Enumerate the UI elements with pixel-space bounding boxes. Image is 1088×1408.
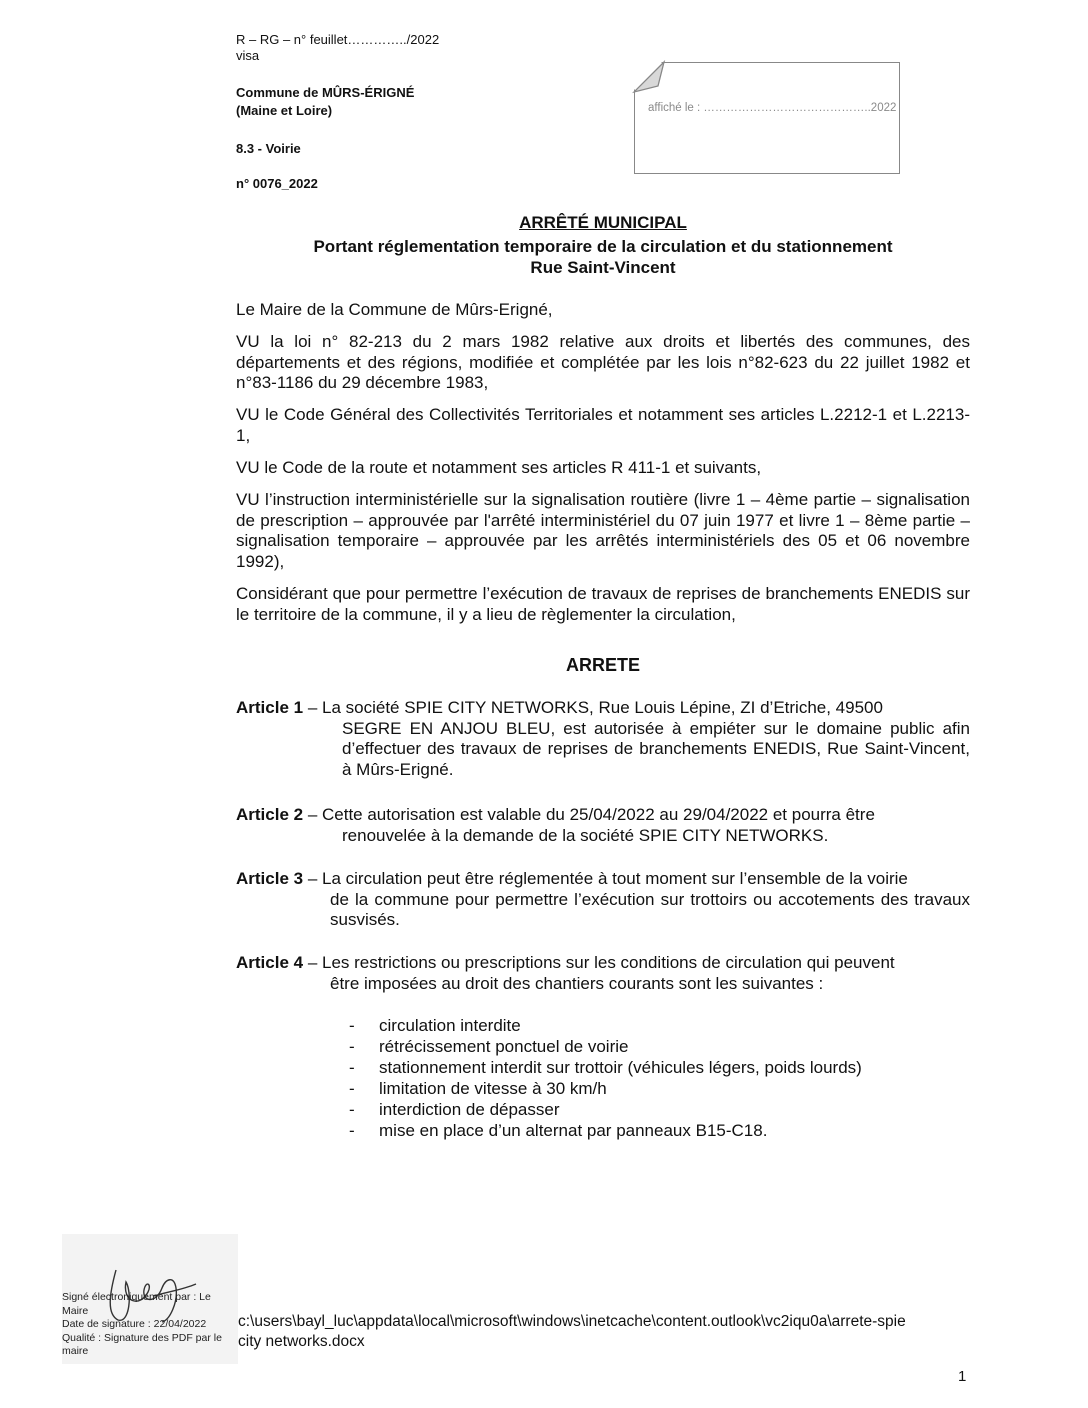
article-text-continued: être imposées au droit des chantiers courants sont les suivantes : xyxy=(330,973,824,993)
article-label: Article 4 xyxy=(236,953,304,972)
reference-line: R – RG – n° feuillet…………../2022 xyxy=(236,32,440,47)
article-1 xyxy=(236,698,970,780)
file-path: c:\users\bayl_luc\appdata\local\microsoft\windows\inetcache\content.outlook\vc2iqu0a\arrete-spie city networks.docx xyxy=(238,1313,906,1350)
commune-name: Commune de MÛRS-ÉRIGNÉ xyxy=(236,85,415,100)
page-number: 1 xyxy=(958,1368,967,1385)
preamble-vu-cgct: VU le Code Général des Collectivités Territoriales et notamment ses articles L.2212-1 et L.2213-1, xyxy=(236,405,970,445)
article-label: Article 3 xyxy=(236,869,304,888)
signature-signer: Signé électroniquement par : Le Maire xyxy=(62,1291,211,1317)
article-text: – Les restrictions ou prescriptions sur les conditions de circulation qui peuvent xyxy=(303,953,895,972)
article-label: Article 1 xyxy=(236,698,304,717)
list-item: - circulation interdite xyxy=(349,1016,521,1035)
category-label: 8.3 - Voirie xyxy=(236,141,301,156)
article-text-continued: renouvelée à la demande de la société SPIE CITY NETWORKS. xyxy=(342,825,829,845)
article-text: – Cette autorisation est valable du 25/04/2022 au 29/04/2022 et pourra être xyxy=(303,805,875,824)
preamble-vu-code-route: VU le Code de la route et notamment ses articles R 411-1 et suivants, xyxy=(236,458,762,477)
list-item: - limitation de vitesse à 30 km/h xyxy=(349,1079,607,1098)
decree-number: n° 0076_2022 xyxy=(236,176,318,191)
article-text: – La société SPIE CITY NETWORKS, Rue Louis Lépine, ZI d’Etriche, 49500 xyxy=(303,698,883,717)
affiche-box xyxy=(634,62,900,174)
article-text-continued: SEGRE EN ANJOU BLEU, est autorisée à empiéter sur le domaine public afin d’effectuer des travaux de reprises de branchements ENEDIS, Rue Saint-Vincent, à Mûrs-Erigné. xyxy=(342,718,970,779)
signature-date: Date de signature : 22/04/2022 xyxy=(62,1318,207,1330)
preamble-vu-instruction: VU l’instruction interministérielle sur la signalisation routière (livre 1 – 4ème partie – signalisation de prescription – approuvée par l'arrêté interministériel du 07 juin 1977 et livre 1 – 8ème partie – signalisation temporaire – approuvée par les arrêtés interministériels des 05 et 06 novembre 1992), xyxy=(236,490,970,571)
decree-subtitle: Portant réglementation temporaire de la circulation et du stationnement xyxy=(313,237,893,256)
article-text: – La circulation peut être réglementée à tout moment sur l’ensemble de la voirie xyxy=(303,869,908,888)
decree-title: ARRÊTÉ MUNICIPAL xyxy=(519,213,687,232)
visa-label: visa xyxy=(236,48,260,63)
preamble-vu-loi: VU la loi n° 82-213 du 2 mars 1982 relative aux droits et libertés des communes, des départements et des régions, modifiée et complétée par les lois n°82-623 du 22 juillet 1982 et n°83-1186 du 29 décembre 1983, xyxy=(236,332,970,392)
preamble-intro: Le Maire de la Commune de Mûrs-Erigné, xyxy=(236,300,553,319)
article-label: Article 2 xyxy=(236,805,304,824)
list-item: - rétrécissement ponctuel de voirie xyxy=(349,1037,629,1056)
decree-street: Rue Saint-Vincent xyxy=(530,258,676,277)
article-4 xyxy=(236,953,970,994)
preamble-considerant: Considérant que pour permettre l’exécution de travaux de reprises de branchements ENEDIS sur le territoire de la commune, il y a lieu de règlementer la circulation, xyxy=(236,584,970,624)
article-2 xyxy=(236,805,970,846)
folded-corner-icon xyxy=(632,60,666,94)
list-item: - interdiction de dépasser xyxy=(349,1100,560,1119)
list-item: - stationnement interdit sur trottoir (véhicules légers, poids lourds) xyxy=(349,1058,862,1077)
article-3 xyxy=(236,869,970,931)
arrete-heading: ARRETE xyxy=(565,655,640,675)
affiche-date: affiché le : ……………………………………..2022 xyxy=(648,102,897,114)
restrictions-list xyxy=(236,1015,970,1141)
list-item: - mise en place d’un alternat par panneaux B15-C18. xyxy=(349,1121,768,1140)
signature-quality: Qualité : Signature des PDF par le maire xyxy=(62,1331,222,1357)
commune-region: (Maine et Loire) xyxy=(236,103,333,118)
article-text-continued: de la commune pour permettre l’exécution sur trottoirs ou accotements des travaux susvisés. xyxy=(330,889,970,929)
signature-info xyxy=(62,1291,234,1359)
